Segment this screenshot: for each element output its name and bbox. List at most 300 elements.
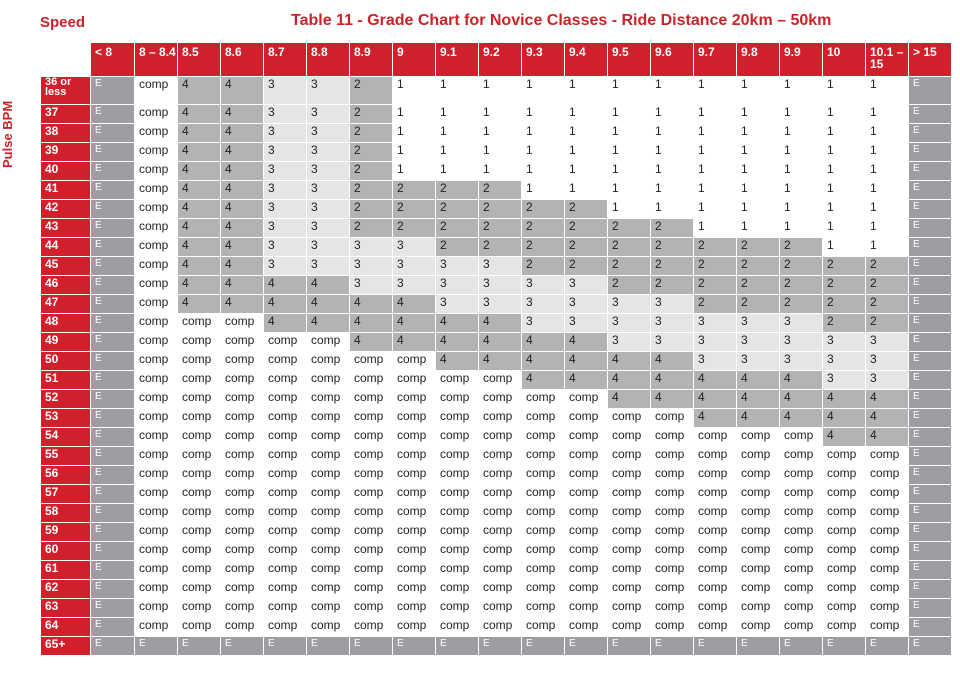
grade-cell: 2 xyxy=(436,181,479,200)
row-header-bpm: 61 xyxy=(41,561,91,580)
grade-cell: 1 xyxy=(694,181,737,200)
table-row xyxy=(41,162,952,181)
grade-cell: E xyxy=(909,314,952,333)
grade-cell: E xyxy=(307,637,350,656)
grade-cell: 2 xyxy=(350,219,393,238)
grade-cell: E xyxy=(91,523,135,542)
column-header: > 15 xyxy=(909,43,952,77)
grade-cell: comp xyxy=(393,561,436,580)
pulse-axis-label: Pulse BPM xyxy=(0,100,15,168)
grade-cell: 2 xyxy=(350,200,393,219)
grade-cell: E xyxy=(909,485,952,504)
table-row xyxy=(41,447,952,466)
grade-cell: comp xyxy=(694,523,737,542)
grade-cell: 3 xyxy=(737,314,780,333)
grade-cell: comp xyxy=(479,466,522,485)
grade-cell: comp xyxy=(135,162,178,181)
grade-cell: 2 xyxy=(436,238,479,257)
grade-cell: E xyxy=(479,637,522,656)
grade-cell: comp xyxy=(522,409,565,428)
row-header-bpm: 47 xyxy=(41,295,91,314)
grade-cell: 2 xyxy=(694,295,737,314)
grade-cell: comp xyxy=(264,409,307,428)
grade-cell: 4 xyxy=(178,143,221,162)
grade-cell: 3 xyxy=(479,276,522,295)
grade-cell: 4 xyxy=(436,333,479,352)
grade-cell: comp xyxy=(866,504,909,523)
grade-cell: comp xyxy=(135,257,178,276)
grade-cell: 4 xyxy=(436,352,479,371)
grade-cell: E xyxy=(91,143,135,162)
grade-cell: E xyxy=(909,466,952,485)
grade-cell: comp xyxy=(178,580,221,599)
grade-cell: 1 xyxy=(694,105,737,124)
grade-cell: comp xyxy=(307,599,350,618)
grade-cell: E xyxy=(91,390,135,409)
grade-cell: 4 xyxy=(221,295,264,314)
grade-cell: comp xyxy=(823,599,866,618)
grade-cell: comp xyxy=(178,561,221,580)
grade-cell: 3 xyxy=(436,257,479,276)
grade-cell: 1 xyxy=(737,219,780,238)
grade-cell: 1 xyxy=(866,200,909,219)
grade-cell: comp xyxy=(522,561,565,580)
grade-cell: 3 xyxy=(780,352,823,371)
grade-cell: comp xyxy=(221,580,264,599)
grade-cell: 2 xyxy=(866,276,909,295)
grade-chart-table xyxy=(40,42,952,656)
grade-cell: 2 xyxy=(737,257,780,276)
grade-cell: comp xyxy=(178,333,221,352)
grade-cell: comp xyxy=(393,580,436,599)
grade-cell: comp xyxy=(264,618,307,637)
grade-cell: 4 xyxy=(436,314,479,333)
grade-cell: 1 xyxy=(866,124,909,143)
grade-cell: 1 xyxy=(823,162,866,181)
grade-cell: 2 xyxy=(350,162,393,181)
grade-cell: E xyxy=(780,637,823,656)
grade-cell: E xyxy=(909,618,952,637)
grade-cell: comp xyxy=(393,409,436,428)
grade-cell: 1 xyxy=(866,77,909,105)
grade-cell: 4 xyxy=(651,390,694,409)
grade-cell: comp xyxy=(264,599,307,618)
grade-cell: 2 xyxy=(737,238,780,257)
grade-cell: E xyxy=(91,466,135,485)
grade-cell: 2 xyxy=(479,219,522,238)
grade-cell: E xyxy=(909,580,952,599)
grade-cell: E xyxy=(909,295,952,314)
row-header-bpm: 37 xyxy=(41,105,91,124)
grade-cell: 2 xyxy=(823,276,866,295)
grade-cell: 2 xyxy=(522,200,565,219)
column-header: 8.8 xyxy=(307,43,350,77)
grade-cell: 4 xyxy=(522,371,565,390)
grade-cell: 2 xyxy=(479,238,522,257)
table-row xyxy=(41,485,952,504)
grade-cell: comp xyxy=(221,599,264,618)
grade-cell: 2 xyxy=(565,238,608,257)
grade-cell: comp xyxy=(737,580,780,599)
grade-cell: 4 xyxy=(178,295,221,314)
grade-cell: comp xyxy=(823,523,866,542)
grade-cell: 3 xyxy=(694,314,737,333)
row-header-bpm: 41 xyxy=(41,181,91,200)
grade-cell: comp xyxy=(565,523,608,542)
grade-cell: 3 xyxy=(823,371,866,390)
grade-cell: E xyxy=(909,200,952,219)
grade-cell: comp xyxy=(651,485,694,504)
grade-cell: 1 xyxy=(522,143,565,162)
grade-cell: comp xyxy=(436,504,479,523)
table-row xyxy=(41,77,952,105)
grade-cell: 2 xyxy=(866,314,909,333)
grade-cell: 1 xyxy=(780,200,823,219)
grade-cell: comp xyxy=(264,523,307,542)
row-header-bpm: 63 xyxy=(41,599,91,618)
table-row xyxy=(41,238,952,257)
grade-cell: comp xyxy=(737,542,780,561)
grade-cell: 3 xyxy=(651,314,694,333)
grade-cell: 1 xyxy=(823,143,866,162)
grade-cell: 4 xyxy=(694,409,737,428)
grade-cell: 3 xyxy=(307,124,350,143)
grade-cell: 2 xyxy=(522,238,565,257)
grade-cell: comp xyxy=(565,599,608,618)
grade-cell: 3 xyxy=(307,219,350,238)
grade-cell: comp xyxy=(393,504,436,523)
grade-cell: comp xyxy=(135,561,178,580)
grade-cell: comp xyxy=(135,618,178,637)
grade-cell: comp xyxy=(436,390,479,409)
grade-cell: 2 xyxy=(565,257,608,276)
grade-cell: 3 xyxy=(565,276,608,295)
grade-cell: E xyxy=(909,637,952,656)
grade-cell: comp xyxy=(135,409,178,428)
grade-cell: comp xyxy=(479,504,522,523)
grade-cell: 3 xyxy=(264,219,307,238)
grade-cell: comp xyxy=(479,390,522,409)
column-header: 9.4 xyxy=(565,43,608,77)
grid-body xyxy=(41,77,952,656)
grade-cell: comp xyxy=(565,504,608,523)
grade-cell: comp xyxy=(178,390,221,409)
grade-cell: 1 xyxy=(737,181,780,200)
table-row xyxy=(41,371,952,390)
grade-cell: comp xyxy=(866,542,909,561)
grade-cell: E xyxy=(91,162,135,181)
grade-cell: 4 xyxy=(178,124,221,143)
grade-cell: 4 xyxy=(780,390,823,409)
grade-cell: comp xyxy=(393,447,436,466)
grade-cell: 4 xyxy=(221,276,264,295)
grade-cell: comp xyxy=(393,390,436,409)
column-header: 9 xyxy=(393,43,436,77)
grade-cell: comp xyxy=(436,618,479,637)
grade-cell: comp xyxy=(866,485,909,504)
grade-cell: 3 xyxy=(522,295,565,314)
grade-cell: comp xyxy=(780,580,823,599)
grade-cell: comp xyxy=(823,618,866,637)
grade-cell: comp xyxy=(264,333,307,352)
grade-cell: comp xyxy=(565,580,608,599)
grade-cell: E xyxy=(91,238,135,257)
grade-cell: 3 xyxy=(264,257,307,276)
grade-cell: 3 xyxy=(780,333,823,352)
grade-cell: 4 xyxy=(866,390,909,409)
grade-cell: comp xyxy=(737,523,780,542)
grade-cell: 3 xyxy=(264,77,307,105)
grade-cell: E xyxy=(565,637,608,656)
row-header-bpm: 49 xyxy=(41,333,91,352)
grade-cell: E xyxy=(91,333,135,352)
grade-cell: E xyxy=(909,371,952,390)
grade-cell: E xyxy=(91,276,135,295)
grade-cell: 4 xyxy=(307,295,350,314)
grade-cell: 1 xyxy=(694,219,737,238)
grade-cell: 1 xyxy=(479,143,522,162)
column-header: 8.5 xyxy=(178,43,221,77)
grade-cell: 1 xyxy=(608,162,651,181)
grade-cell: comp xyxy=(737,504,780,523)
grade-cell: comp xyxy=(221,333,264,352)
grade-cell: comp xyxy=(393,371,436,390)
grade-cell: 4 xyxy=(866,428,909,447)
grade-cell: comp xyxy=(651,504,694,523)
grade-cell: 3 xyxy=(780,314,823,333)
grade-cell: E xyxy=(909,523,952,542)
grade-cell: 1 xyxy=(565,124,608,143)
grade-cell: 1 xyxy=(737,200,780,219)
grade-cell: 1 xyxy=(823,181,866,200)
grade-cell: 2 xyxy=(436,200,479,219)
grade-cell: 3 xyxy=(264,181,307,200)
grade-cell: E xyxy=(909,238,952,257)
grade-cell: 2 xyxy=(608,238,651,257)
grade-cell: E xyxy=(91,542,135,561)
grade-cell: comp xyxy=(135,580,178,599)
grade-cell: E xyxy=(694,637,737,656)
grade-cell: comp xyxy=(350,599,393,618)
grade-cell: 2 xyxy=(737,295,780,314)
grade-cell: 4 xyxy=(780,409,823,428)
grade-cell: 2 xyxy=(479,200,522,219)
grade-cell: 1 xyxy=(651,181,694,200)
grade-cell: 2 xyxy=(780,295,823,314)
grade-cell: 1 xyxy=(694,124,737,143)
grade-cell: 4 xyxy=(737,371,780,390)
grade-cell: 4 xyxy=(264,276,307,295)
grade-cell: E xyxy=(608,637,651,656)
table-row xyxy=(41,428,952,447)
grade-cell: 4 xyxy=(178,105,221,124)
table-row xyxy=(41,333,952,352)
grade-cell: 1 xyxy=(522,181,565,200)
table-row xyxy=(41,599,952,618)
grade-cell: comp xyxy=(608,523,651,542)
grade-cell: 1 xyxy=(823,77,866,105)
grade-cell: comp xyxy=(178,618,221,637)
grade-cell: comp xyxy=(651,523,694,542)
grade-cell: E xyxy=(91,637,135,656)
row-header-bpm: 39 xyxy=(41,143,91,162)
grade-cell: comp xyxy=(135,200,178,219)
column-header: 9.2 xyxy=(479,43,522,77)
grade-cell: 2 xyxy=(651,276,694,295)
grade-cell: comp xyxy=(608,542,651,561)
grade-cell: comp xyxy=(264,542,307,561)
grade-cell: 4 xyxy=(694,390,737,409)
row-header-bpm: 36 or less xyxy=(41,77,91,105)
grade-cell: comp xyxy=(264,371,307,390)
grade-cell: comp xyxy=(565,409,608,428)
grade-cell: 3 xyxy=(350,238,393,257)
grade-cell: 1 xyxy=(436,124,479,143)
grade-cell: comp xyxy=(221,409,264,428)
grade-cell: 4 xyxy=(479,314,522,333)
grade-cell: 2 xyxy=(393,200,436,219)
grade-cell: 2 xyxy=(608,276,651,295)
grade-cell: 4 xyxy=(350,295,393,314)
grade-cell: comp xyxy=(350,523,393,542)
grade-cell: 3 xyxy=(307,105,350,124)
grade-cell: comp xyxy=(135,276,178,295)
grade-cell: 3 xyxy=(307,162,350,181)
grade-cell: comp xyxy=(866,466,909,485)
grade-cell: 1 xyxy=(866,181,909,200)
grade-cell: 2 xyxy=(866,257,909,276)
grade-cell: 2 xyxy=(651,238,694,257)
column-header: 9.9 xyxy=(780,43,823,77)
grade-cell: comp xyxy=(178,485,221,504)
grade-cell: 1 xyxy=(780,143,823,162)
grade-cell: 1 xyxy=(780,181,823,200)
grade-cell: 2 xyxy=(651,219,694,238)
grade-cell: comp xyxy=(264,466,307,485)
grade-cell: comp xyxy=(264,561,307,580)
grade-cell: 4 xyxy=(307,276,350,295)
grade-cell: comp xyxy=(479,523,522,542)
grade-cell: comp xyxy=(737,447,780,466)
grade-cell: 3 xyxy=(264,105,307,124)
column-header: 8.7 xyxy=(264,43,307,77)
grade-cell: 3 xyxy=(608,333,651,352)
grade-cell: 4 xyxy=(737,409,780,428)
row-header-bpm: 46 xyxy=(41,276,91,295)
grade-cell: 2 xyxy=(393,181,436,200)
grade-cell: comp xyxy=(479,618,522,637)
grade-cell: comp xyxy=(178,599,221,618)
grade-cell: 2 xyxy=(522,257,565,276)
grade-cell: comp xyxy=(264,428,307,447)
grade-cell: comp xyxy=(694,542,737,561)
table-row xyxy=(41,390,952,409)
grade-cell: E xyxy=(91,77,135,105)
table-row xyxy=(41,314,952,333)
grade-cell: 1 xyxy=(522,162,565,181)
grade-cell: comp xyxy=(307,428,350,447)
grade-cell: E xyxy=(350,637,393,656)
grade-cell: 4 xyxy=(221,124,264,143)
grade-cell: comp xyxy=(135,485,178,504)
grade-cell: 1 xyxy=(608,200,651,219)
row-header-bpm: 58 xyxy=(41,504,91,523)
grade-cell: 4 xyxy=(178,238,221,257)
grade-cell: comp xyxy=(264,580,307,599)
grade-cell: comp xyxy=(350,466,393,485)
grade-cell: 3 xyxy=(694,333,737,352)
column-header: 9.5 xyxy=(608,43,651,77)
grade-cell: 3 xyxy=(608,295,651,314)
column-header: 9.1 xyxy=(436,43,479,77)
grade-cell: 1 xyxy=(694,77,737,105)
grade-cell: comp xyxy=(479,485,522,504)
row-header-bpm: 48 xyxy=(41,314,91,333)
grade-cell: comp xyxy=(608,466,651,485)
grade-cell: comp xyxy=(307,542,350,561)
grade-cell: comp xyxy=(350,447,393,466)
grade-cell: 1 xyxy=(608,124,651,143)
grade-cell: E xyxy=(91,428,135,447)
grade-cell: 4 xyxy=(522,333,565,352)
grade-cell: 4 xyxy=(823,390,866,409)
row-header-bpm: 45 xyxy=(41,257,91,276)
grade-cell: comp xyxy=(135,447,178,466)
grade-cell: comp xyxy=(479,599,522,618)
grade-cell: comp xyxy=(178,428,221,447)
grade-cell: 1 xyxy=(651,162,694,181)
grade-cell: 1 xyxy=(866,219,909,238)
grade-cell: comp xyxy=(565,618,608,637)
grade-cell: comp xyxy=(479,542,522,561)
grade-cell: comp xyxy=(823,504,866,523)
grade-cell: 3 xyxy=(307,143,350,162)
grade-cell: comp xyxy=(135,124,178,143)
grade-cell: comp xyxy=(393,523,436,542)
column-header: 8.9 xyxy=(350,43,393,77)
grade-cell: comp xyxy=(694,485,737,504)
grade-cell: E xyxy=(91,371,135,390)
grade-cell: E xyxy=(522,637,565,656)
grade-cell: comp xyxy=(307,466,350,485)
grade-cell: 1 xyxy=(436,143,479,162)
grade-cell: 2 xyxy=(694,238,737,257)
grade-cell: 1 xyxy=(608,143,651,162)
grade-cell: 2 xyxy=(350,105,393,124)
grade-cell: 1 xyxy=(737,77,780,105)
grade-cell: 3 xyxy=(307,200,350,219)
grade-cell: comp xyxy=(135,295,178,314)
grade-cell: E xyxy=(91,314,135,333)
grade-cell: E xyxy=(221,637,264,656)
grade-cell: 1 xyxy=(823,200,866,219)
grade-cell: 2 xyxy=(393,219,436,238)
grade-cell: comp xyxy=(135,314,178,333)
row-header-bpm: 53 xyxy=(41,409,91,428)
grade-cell: comp xyxy=(651,447,694,466)
grade-cell: comp xyxy=(866,580,909,599)
grade-cell: comp xyxy=(436,580,479,599)
grade-cell: 1 xyxy=(694,200,737,219)
grade-cell: 3 xyxy=(522,314,565,333)
grade-cell: 3 xyxy=(307,257,350,276)
grade-cell: E xyxy=(91,295,135,314)
header-row xyxy=(41,43,952,77)
column-header: 8.6 xyxy=(221,43,264,77)
grade-cell: comp xyxy=(221,314,264,333)
grade-cell: 1 xyxy=(866,143,909,162)
grade-cell: 4 xyxy=(178,219,221,238)
